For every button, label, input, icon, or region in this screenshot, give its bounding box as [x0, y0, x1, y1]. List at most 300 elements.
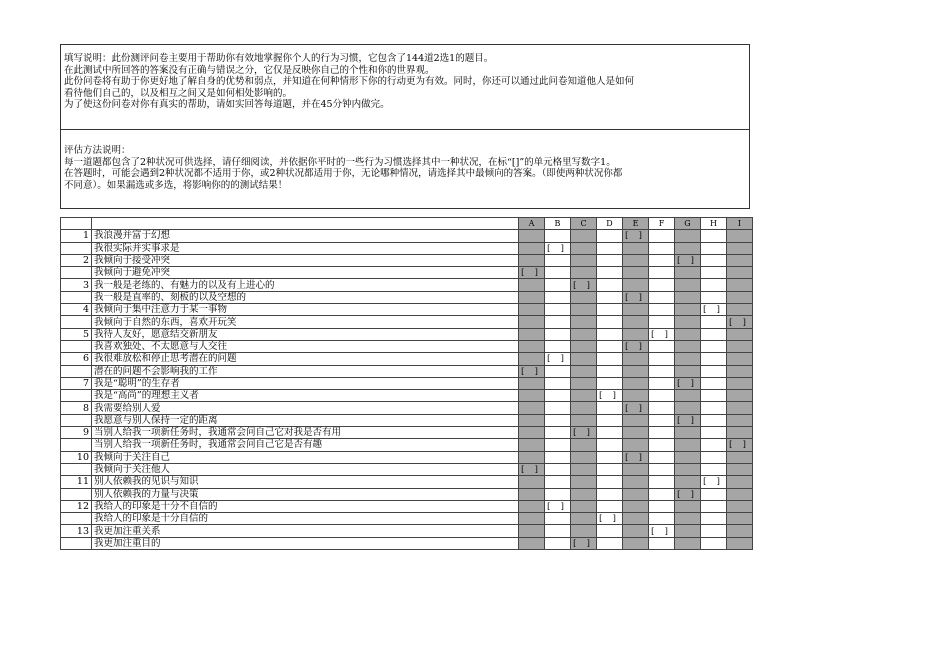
question-number: 8: [61, 402, 92, 414]
instructions-line: 填写说明：此份测评问卷主要用于帮助你有效地掌握你个人的行为习惯，它包含了144道2选1的题目。: [64, 53, 494, 64]
option-cell: [545, 291, 571, 303]
option-cell: [519, 488, 545, 500]
option-cell: [623, 279, 649, 291]
statement-text: 我浪漫并富于幻想: [92, 230, 519, 242]
option-cell: [649, 340, 675, 352]
question-number: [61, 365, 92, 377]
option-cell: [675, 328, 701, 340]
question-number: 11: [61, 476, 92, 488]
option-cell: [701, 316, 727, 328]
option-cell: [519, 242, 545, 254]
option-cell: [597, 414, 623, 426]
option-cell: [545, 463, 571, 475]
statement-text: 我倾向于接受冲突: [92, 254, 519, 266]
option-cell: [649, 463, 675, 475]
option-cell: [545, 365, 571, 377]
option-cell: [597, 316, 623, 328]
answer-cell[interactable]: [ ]: [623, 451, 649, 463]
answer-cell[interactable]: [ ]: [545, 500, 571, 512]
answer-cell[interactable]: [ ]: [675, 488, 701, 500]
instructions-line: 为了使这份问卷对你有真实的帮助，请如实回答每道题，并在45分钟内做完。: [64, 99, 390, 110]
option-cell: [701, 427, 727, 439]
option-cell: [623, 427, 649, 439]
option-cell: [701, 402, 727, 414]
option-cell: [727, 451, 753, 463]
option-cell: [519, 291, 545, 303]
option-cell: [623, 537, 649, 549]
option-cell: [727, 390, 753, 402]
option-cell: [701, 439, 727, 451]
option-cell: [701, 451, 727, 463]
option-cell: [623, 316, 649, 328]
option-cell: [675, 427, 701, 439]
option-cell: [597, 304, 623, 316]
option-cell: [649, 488, 675, 500]
option-cell: [649, 353, 675, 365]
option-cell: [623, 513, 649, 525]
option-cell: [701, 230, 727, 242]
answer-cell[interactable]: [ ]: [519, 463, 545, 475]
table-row: [61, 304, 753, 316]
option-cell: [701, 377, 727, 389]
option-cell: [519, 390, 545, 402]
option-cell: [675, 463, 701, 475]
option-cell: [545, 390, 571, 402]
statement-text: 当别人给我一项新任务时，我通常会问自己它是否有趣: [92, 439, 519, 451]
question-number: 7: [61, 377, 92, 389]
option-cell: [623, 476, 649, 488]
option-cell: [571, 328, 597, 340]
table-row: [61, 414, 753, 426]
answer-cell[interactable]: [ ]: [649, 525, 675, 537]
option-cell: [727, 254, 753, 266]
option-cell: [649, 500, 675, 512]
table-row: [61, 279, 753, 291]
option-cell: [571, 304, 597, 316]
answer-cell[interactable]: [ ]: [597, 390, 623, 402]
table-row: [61, 230, 753, 242]
statement-text: 我倾向于自然的东西，喜欢开玩笑: [92, 316, 519, 328]
instructions-line: 看待他们自己的，以及相互之间又是如何相处影响的。: [64, 87, 293, 99]
option-cell: [649, 476, 675, 488]
table-row: [61, 537, 753, 549]
option-cell: [727, 353, 753, 365]
question-number: [61, 316, 92, 328]
option-cell: [519, 304, 545, 316]
header-blank: [61, 218, 92, 230]
answer-cell[interactable]: [ ]: [571, 279, 597, 291]
option-cell: [701, 500, 727, 512]
option-cell: [623, 525, 649, 537]
column-header: F: [649, 218, 675, 230]
table-row: [61, 377, 753, 389]
option-cell: [649, 377, 675, 389]
option-cell: [519, 377, 545, 389]
option-cell: [545, 328, 571, 340]
option-cell: [519, 451, 545, 463]
option-cell: [519, 328, 545, 340]
answer-cell[interactable]: [ ]: [649, 328, 675, 340]
question-number: 9: [61, 427, 92, 439]
option-cell: [649, 291, 675, 303]
statement-text: 我更加注重关系: [92, 525, 519, 537]
option-cell: [571, 267, 597, 279]
question-number: [61, 537, 92, 549]
option-cell: [597, 525, 623, 537]
answer-cell[interactable]: [ ]: [727, 316, 753, 328]
option-cell: [571, 525, 597, 537]
statement-text: 我倾向于关注他人: [92, 463, 519, 475]
option-cell: [701, 525, 727, 537]
option-cell: [649, 414, 675, 426]
option-cell: [727, 513, 753, 525]
option-cell: [597, 230, 623, 242]
question-number: [61, 340, 92, 352]
option-cell: [623, 463, 649, 475]
column-header: H: [701, 218, 727, 230]
option-cell: [571, 500, 597, 512]
column-header: C: [571, 218, 597, 230]
column-header: D: [597, 218, 623, 230]
option-cell: [701, 242, 727, 254]
option-cell: [597, 340, 623, 352]
option-cell: [597, 254, 623, 266]
question-number: 3: [61, 279, 92, 291]
answer-cell[interactable]: [ ]: [727, 439, 753, 451]
statement-text: 我喜欢独处、不太愿意与人交往: [92, 340, 519, 352]
option-cell: [519, 340, 545, 352]
statement-text: 我很难放松和停止思考潜在的问题: [92, 353, 519, 365]
evaluation-line: 不同意）。如果漏选或多选，将影响你的的测试结果！: [64, 179, 288, 191]
table-row: [61, 463, 753, 475]
option-cell: [649, 402, 675, 414]
option-cell: [571, 377, 597, 389]
option-cell: [571, 451, 597, 463]
option-cell: [597, 427, 623, 439]
option-cell: [597, 267, 623, 279]
option-cell: [727, 304, 753, 316]
option-cell: [727, 230, 753, 242]
option-cell: [701, 254, 727, 266]
table-row: [61, 439, 753, 451]
option-cell: [519, 500, 545, 512]
statement-text: 我很实际并实事求是: [92, 242, 519, 254]
answer-cell[interactable]: [ ]: [675, 254, 701, 266]
option-cell: [571, 414, 597, 426]
option-cell: [649, 513, 675, 525]
question-number: [61, 439, 92, 451]
statement-text: 我更加注重目的: [92, 537, 519, 549]
answer-cell[interactable]: [ ]: [675, 414, 701, 426]
option-cell: [727, 525, 753, 537]
question-number: [61, 488, 92, 500]
option-cell: [649, 316, 675, 328]
statement-text: 我给人的印象是十分自信的: [92, 513, 519, 525]
evaluation-line: 每一道题都包含了2种状况可供选择，请仔细阅读，并依据你平时的一些行为习惯选择其中一种状况，在标“[]”的单元格里写数字1。: [64, 156, 616, 168]
option-cell: [597, 402, 623, 414]
answer-cell[interactable]: [ ]: [675, 377, 701, 389]
statement-text: 别人依赖我的见识与知识: [92, 476, 519, 488]
answer-cell[interactable]: [ ]: [545, 242, 571, 254]
statement-text: 别人依赖我的力量与决策: [92, 488, 519, 500]
column-header: G: [675, 218, 701, 230]
option-cell: [675, 267, 701, 279]
option-cell: [675, 451, 701, 463]
option-cell: [571, 254, 597, 266]
option-cell: [623, 500, 649, 512]
option-cell: [571, 340, 597, 352]
option-cell: [545, 439, 571, 451]
option-cell: [571, 439, 597, 451]
option-cell: [675, 316, 701, 328]
option-cell: [571, 463, 597, 475]
table-row: [61, 328, 753, 340]
answer-cell[interactable]: [ ]: [701, 304, 727, 316]
option-cell: [519, 513, 545, 525]
option-cell: [545, 279, 571, 291]
option-cell: [571, 402, 597, 414]
option-cell: [571, 230, 597, 242]
option-cell: [519, 279, 545, 291]
question-number: [61, 390, 92, 402]
option-cell: [597, 279, 623, 291]
statement-text: 我待人友好，愿意结交新朋友: [92, 328, 519, 340]
question-number: [61, 242, 92, 254]
instructions-line: 在此测试中所回答的答案没有正确与错误之分，它仅是反映你自己的个性和你的世界观。: [64, 64, 435, 76]
question-number: 5: [61, 328, 92, 340]
option-cell: [649, 279, 675, 291]
option-cell: [623, 414, 649, 426]
option-cell: [675, 365, 701, 377]
column-header: E: [623, 218, 649, 230]
option-cell: [623, 439, 649, 451]
option-cell: [701, 328, 727, 340]
option-cell: [727, 402, 753, 414]
option-cell: [727, 427, 753, 439]
evaluation-box: [60, 129, 750, 209]
answer-cell[interactable]: [ ]: [571, 537, 597, 549]
option-cell: [519, 402, 545, 414]
option-cell: [545, 340, 571, 352]
answer-cell[interactable]: [ ]: [519, 267, 545, 279]
option-cell: [571, 291, 597, 303]
option-cell: [649, 427, 675, 439]
option-cell: [519, 316, 545, 328]
answer-cell[interactable]: [ ]: [571, 427, 597, 439]
option-cell: [519, 476, 545, 488]
table-row: [61, 291, 753, 303]
answer-cell[interactable]: [ ]: [623, 291, 649, 303]
question-number: 13: [61, 525, 92, 537]
question-number: [61, 267, 92, 279]
statement-text: 我倾向于集中注意力于某一事物: [92, 304, 519, 316]
option-cell: [519, 230, 545, 242]
option-cell: [701, 488, 727, 500]
option-cell: [701, 513, 727, 525]
statement-text: 我倾向于关注自己: [92, 451, 519, 463]
option-cell: [545, 230, 571, 242]
header-blank: [92, 218, 519, 230]
option-cell: [727, 463, 753, 475]
option-cell: [727, 414, 753, 426]
option-cell: [701, 279, 727, 291]
question-number: [61, 513, 92, 525]
option-cell: [623, 242, 649, 254]
table-row: [61, 513, 753, 525]
statement-text: 潜在的问题不会影响我的工作: [92, 365, 519, 377]
question-number: [61, 414, 92, 426]
option-cell: [675, 500, 701, 512]
answer-cell[interactable]: [ ]: [623, 402, 649, 414]
option-cell: [571, 316, 597, 328]
option-cell: [545, 525, 571, 537]
answer-cell[interactable]: [ ]: [519, 365, 545, 377]
option-cell: [571, 488, 597, 500]
question-number: 10: [61, 451, 92, 463]
question-number: [61, 291, 92, 303]
answer-cell[interactable]: [ ]: [597, 513, 623, 525]
option-cell: [649, 390, 675, 402]
option-cell: [623, 304, 649, 316]
option-cell: [701, 390, 727, 402]
table-row: [61, 525, 753, 537]
option-cell: [675, 537, 701, 549]
question-number: 12: [61, 500, 92, 512]
option-cell: [597, 353, 623, 365]
option-cell: [571, 390, 597, 402]
option-cell: [545, 414, 571, 426]
option-cell: [597, 463, 623, 475]
option-cell: [519, 427, 545, 439]
option-cell: [727, 328, 753, 340]
option-cell: [727, 488, 753, 500]
option-cell: [727, 476, 753, 488]
table-row: [61, 242, 753, 254]
question-number: [61, 463, 92, 475]
evaluation-line: 在答题时，可能会遇到2种状况都不适用于你，或2种状况都适用于你，无论哪种情况，请选择其中最倾向的答案。（即使两种状况你都: [64, 168, 623, 179]
option-cell: [727, 242, 753, 254]
option-cell: [623, 267, 649, 279]
table-row: [61, 267, 753, 279]
option-cell: [571, 513, 597, 525]
option-cell: [675, 402, 701, 414]
statement-text: 我倾向于避免冲突: [92, 267, 519, 279]
question-number: 4: [61, 304, 92, 316]
option-cell: [623, 328, 649, 340]
option-cell: [597, 488, 623, 500]
questionnaire-table: [60, 217, 753, 550]
option-cell: [545, 537, 571, 549]
statement-text: 我一般是直率的、刻板的以及空想的: [92, 291, 519, 303]
option-cell: [597, 328, 623, 340]
statement-text: 我一般是老练的、有魅力的以及有上进心的: [92, 279, 519, 291]
option-cell: [623, 353, 649, 365]
option-cell: [701, 463, 727, 475]
statement-text: 我愿意与别人保持一定的距离: [92, 414, 519, 426]
option-cell: [727, 500, 753, 512]
column-header: B: [545, 218, 571, 230]
option-cell: [675, 340, 701, 352]
column-header: A: [519, 218, 545, 230]
option-cell: [571, 476, 597, 488]
option-cell: [623, 365, 649, 377]
option-cell: [675, 476, 701, 488]
option-cell: [727, 291, 753, 303]
option-cell: [519, 414, 545, 426]
table-row: [61, 316, 753, 328]
statement-text: 我需要给别人爱: [92, 402, 519, 414]
option-cell: [727, 365, 753, 377]
option-cell: [519, 525, 545, 537]
option-cell: [571, 242, 597, 254]
option-cell: [701, 414, 727, 426]
option-cell: [545, 488, 571, 500]
answer-cell[interactable]: [ ]: [623, 340, 649, 352]
option-cell: [727, 340, 753, 352]
option-cell: [545, 254, 571, 266]
table-row: [61, 353, 753, 365]
evaluation-line: 评估方法说明：: [64, 145, 131, 156]
table-row: [61, 500, 753, 512]
answer-cell[interactable]: [ ]: [545, 353, 571, 365]
column-header: I: [727, 218, 753, 230]
option-cell: [675, 291, 701, 303]
instructions-box: [60, 44, 750, 130]
option-cell: [701, 365, 727, 377]
option-cell: [519, 353, 545, 365]
option-cell: [597, 500, 623, 512]
option-cell: [727, 267, 753, 279]
option-cell: [727, 279, 753, 291]
option-cell: [675, 279, 701, 291]
option-cell: [701, 267, 727, 279]
option-cell: [623, 377, 649, 389]
option-cell: [623, 390, 649, 402]
option-cell: [727, 377, 753, 389]
option-cell: [597, 439, 623, 451]
table-row: [61, 402, 753, 414]
answer-cell[interactable]: [ ]: [623, 230, 649, 242]
option-cell: [571, 353, 597, 365]
option-cell: [701, 291, 727, 303]
option-cell: [597, 242, 623, 254]
table-row: [61, 390, 753, 402]
option-cell: [597, 365, 623, 377]
option-cell: [675, 439, 701, 451]
table-row: [61, 340, 753, 352]
option-cell: [649, 267, 675, 279]
option-cell: [519, 537, 545, 549]
answer-cell[interactable]: [ ]: [701, 476, 727, 488]
statement-text: 我是“聪明”的生存者: [92, 377, 519, 389]
option-cell: [597, 377, 623, 389]
statement-text: 我是“高尚”的理想主义者: [92, 390, 519, 402]
option-cell: [597, 476, 623, 488]
option-cell: [649, 365, 675, 377]
table-row: [61, 254, 753, 266]
option-cell: [545, 267, 571, 279]
option-cell: [675, 304, 701, 316]
option-cell: [649, 451, 675, 463]
option-cell: [519, 254, 545, 266]
statement-text: 我给人的印象是十分不自信的: [92, 500, 519, 512]
table-row: [61, 476, 753, 488]
table-row: [61, 427, 753, 439]
option-cell: [545, 427, 571, 439]
option-cell: [675, 242, 701, 254]
header-row: [61, 218, 753, 230]
question-number: 2: [61, 254, 92, 266]
